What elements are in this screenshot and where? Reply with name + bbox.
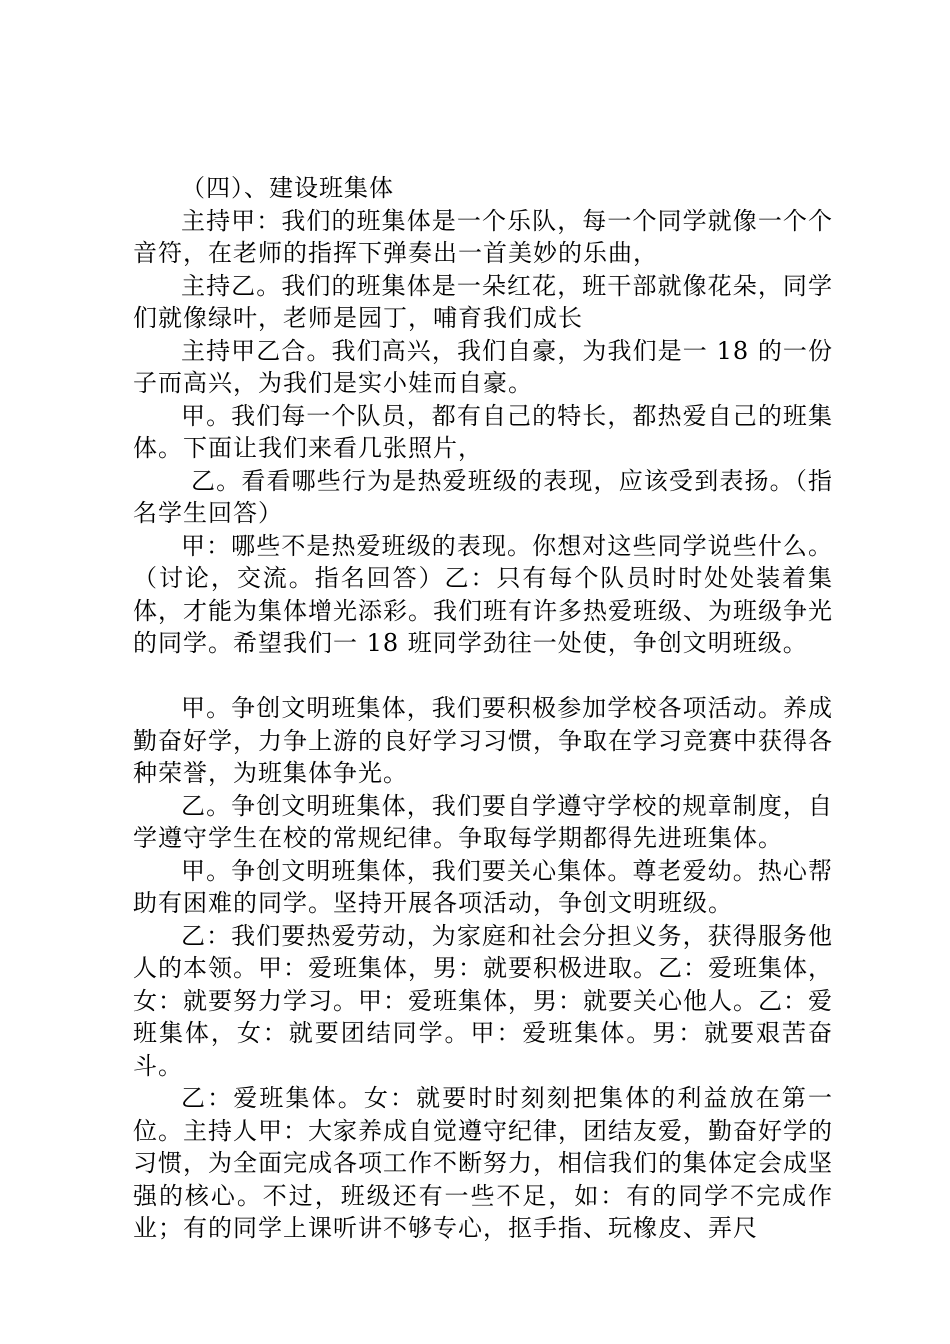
paragraph-a-photos: 甲。我们每一个队员，都有自己的特长，都热爱自己的班集体。下面让我们来看几张照片， [133, 401, 833, 462]
paragraph-spacer [133, 660, 833, 693]
paragraph-host-b-flower: 主持乙。我们的班集体是一朵红花，班干部就像花朵，同学们就像绿叶，老师是园丁，哺育我们成长 [133, 271, 833, 332]
paragraph-b-collective: 乙：爱班集体。女：就要时时刻刻把集体的利益放在第一位。主持人甲：大家养成自觉遵守纪律，团结友爱，勤奋好学的习惯，为全面完成各项工作不断努力，相信我们的集体定会成坚强的核心。不过，班级还有一些不足，如：有的同学不完成作业；有的同学上课听讲不够专心，抠手指、玩橡皮、弄尺 [133, 1084, 833, 1242]
paragraph-b-rules: 乙。争创文明班集体，我们要自学遵守学校的规章制度，自学遵守学生在校的常规纪律。争取每学期都得先进班集体。 [133, 791, 833, 852]
section-heading: （四）、建设班集体 [181, 174, 394, 202]
document-body [133, 172, 833, 1245]
paragraph-b-praise: 乙。看看哪些行为是热爱班级的表现，应该受到表扬。（指名学生回答） [133, 466, 833, 527]
paragraph-a-activities: 甲。争创文明班集体，我们要积极参加学校各项活动。养成勤奋好学，力争上游的良好学习习惯，争取在学习竞赛中获得各种荣誉，为班集体争光。 [133, 694, 833, 787]
paragraph-a-care: 甲。争创文明班集体，我们要关心集体。尊老爱幼。热心帮助有困难的同学。坚持开展各项活动，争创文明班级。 [133, 856, 833, 917]
paragraph-host-a-band: 主持甲：我们的班集体是一个乐队，每一个同学就像一个个音符，在老师的指挥下弹奏出一首美妙的乐曲， [133, 206, 833, 267]
paragraph-b-labor: 乙：我们要热爱劳动，为家庭和社会分担义务，获得服务他人的本领。甲：爱班集体，男：就要积极进取。乙：爱班集体，女：就要努力学习。甲：爱班集体，男：就要关心他人。乙：爱班集体，女：就要团结同学。甲：爱班集体。男：就要艰苦奋斗。 [133, 921, 833, 1080]
paragraph-a-discussion: 甲：哪些不是热爱班级的表现。你想对这些同学说些什么。（讨论，交流。指名回答）乙：只有每个队员时时处处装着集体，才能为集体增光添彩。我们班有许多热爱班级、为班级争光的同学。希望我们一 18 班同学劲往一处使，争创文明班级。 [133, 531, 833, 657]
paragraph-hosts-together: 主持甲乙合。我们高兴，我们自豪，为我们是一 18 的一份子而高兴，为我们是实小娃而自豪。 [133, 336, 833, 397]
